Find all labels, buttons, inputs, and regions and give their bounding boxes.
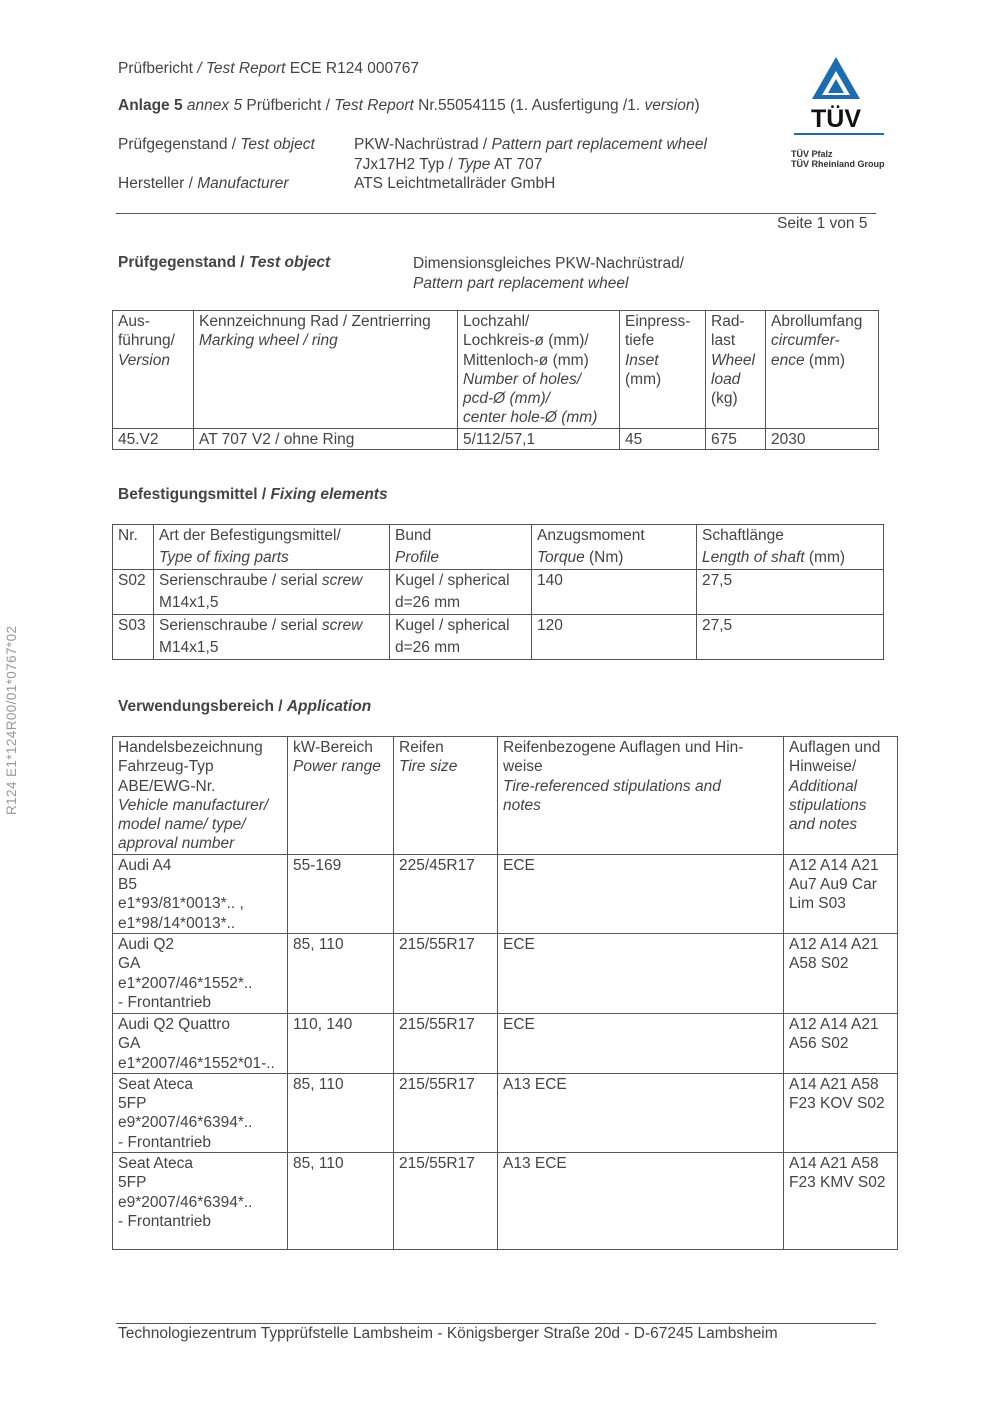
- report-annex-line: Anlage 5 annex 5 Prüfbericht / Test Report Nr.55054115 (1. Ausfertigung /1. version): [118, 97, 700, 114]
- app-power: 55-169: [288, 854, 394, 933]
- table-row: [113, 1013, 898, 1073]
- app-notes: A12 A14 A21 A58 S02: [784, 933, 898, 1013]
- fixing-type: Serienschraube / serial screw M14x1,5: [154, 570, 390, 615]
- wheel-header-marking: Kennzeichnung Rad / Zentrierring Marking wheel / ring: [194, 311, 458, 429]
- wheel-circumference: 2030: [766, 428, 879, 449]
- footer-divider: [116, 1323, 876, 1324]
- application-table-header: [113, 737, 898, 855]
- report-title: Prüfbericht / Test Report ECE R124 000767: [118, 60, 420, 77]
- app-header-tire-notes: Reifenbezogene Auflagen und Hin- weise Tire-referenced stipulations and notes: [498, 737, 784, 855]
- table-row: [113, 570, 884, 615]
- fixing-profile: Kugel / spherical d=26 mm: [390, 615, 532, 660]
- table-row: [113, 615, 884, 660]
- app-power: 85, 110: [288, 1153, 394, 1250]
- header-divider: [116, 213, 876, 214]
- fixing-table-header: [113, 525, 884, 570]
- fixing-header-shaft: Schaftlänge Length of shaft (mm): [697, 525, 884, 570]
- section-application-title: Verwendungsbereich / Application: [118, 698, 372, 715]
- footer-address: Technologiezentrum Typprüfstelle Lambsheim - Königsberger Straße 20d - D-67245 Lambsheim: [118, 1325, 778, 1342]
- app-tire-notes: A13 ECE: [498, 1153, 784, 1250]
- app-vehicle: Audi Q2 GA e1*2007/46*1552*.. - Frontantrieb: [113, 933, 288, 1013]
- table-row: [113, 933, 898, 1013]
- app-header-notes: Auflagen und Hinweise/ Additional stipulations and notes: [784, 737, 898, 855]
- fixing-shaft: 27,5: [697, 615, 884, 660]
- table-row: [113, 428, 879, 449]
- wheel-header-circumference: Abrollumfang circumfer- ence (mm): [766, 311, 879, 429]
- fixing-header-nr: Nr.: [113, 525, 154, 570]
- test-object-value: PKW-Nachrüstrad / Pattern part replacement wheel 7Jx17H2 Typ / Type AT 707 ATS Leichtmetallräder GmbH: [354, 136, 707, 192]
- wheel-table-header: [113, 311, 879, 429]
- section-fixing-title: Befestigungsmittel / Fixing elements: [118, 486, 388, 503]
- app-tire-notes: ECE: [498, 854, 784, 933]
- app-header-vehicle: Handelsbezeichnung Fahrzeug-Typ ABE/EWG-Nr. Vehicle manufacturer/ model name/ type/ approval number: [113, 737, 288, 855]
- wheel-header-version: Aus- führung/ Version: [113, 311, 194, 429]
- tuv-triangle-icon: [788, 55, 888, 135]
- tuv-sub1: TÜV Pfalz: [791, 149, 833, 159]
- app-power: 85, 110: [288, 1073, 394, 1152]
- tuv-logo: [788, 55, 888, 175]
- section-test-object-title: Prüfgegenstand / Test object: [118, 254, 331, 271]
- table-row: [113, 1153, 898, 1250]
- app-vehicle: Audi Q2 Quattro GA e1*2007/46*1552*01-..: [113, 1013, 288, 1073]
- app-notes: A12 A14 A21 Au7 Au9 Car Lim S03: [784, 854, 898, 933]
- wheel-load: 675: [706, 428, 766, 449]
- wheel-table: [112, 310, 879, 450]
- fixing-nr: S03: [113, 615, 154, 660]
- document-id-sidebar: R124 E1*124R00/01*0767*02: [4, 625, 19, 815]
- fixing-table: [112, 524, 884, 660]
- fixing-torque: 120: [532, 615, 697, 660]
- app-tire-notes: ECE: [498, 933, 784, 1013]
- test-object-label: Prüfgegenstand / Test object: [118, 136, 315, 153]
- app-vehicle: Audi A4 B5 e1*93/81*0013*.. , e1*98/14*0013*..: [113, 854, 288, 933]
- app-tire: 215/55R17: [394, 933, 498, 1013]
- app-tire: 215/55R17: [394, 1073, 498, 1152]
- wheel-holes: 5/112/57,1: [458, 428, 620, 449]
- fixing-profile: Kugel / spherical d=26 mm: [390, 570, 532, 615]
- app-notes: A12 A14 A21 A56 S02: [784, 1013, 898, 1073]
- app-header-tire: Reifen Tire size: [394, 737, 498, 855]
- app-notes: A14 A21 A58 F23 KMV S02: [784, 1153, 898, 1250]
- app-tire: 225/45R17: [394, 854, 498, 933]
- app-power: 110, 140: [288, 1013, 394, 1073]
- manufacturer-value: ATS Leichtmetallräder GmbH: [354, 175, 556, 192]
- fixing-type: Serienschraube / serial screw M14x1,5: [154, 615, 390, 660]
- app-vehicle: Seat Ateca 5FP e9*2007/46*6394*.. - Frontantrieb: [113, 1153, 288, 1250]
- app-power: 85, 110: [288, 933, 394, 1013]
- fixing-header-torque: Anzugsmoment Torque (Nm): [532, 525, 697, 570]
- app-tire-notes: A13 ECE: [498, 1073, 784, 1152]
- wheel-header-holes: Lochzahl/ Lochkreis-ø (mm)/ Mittenloch-ø (mm) Number of holes/ pcd-Ø (mm)/ center hole-Ø (mm): [458, 311, 620, 429]
- app-vehicle: Seat Ateca 5FP e9*2007/46*6394*.. - Frontantrieb: [113, 1073, 288, 1152]
- application-table: [112, 736, 898, 1250]
- app-tire-notes: ECE: [498, 1013, 784, 1073]
- wheel-header-load: Rad- last Wheel load (kg): [706, 311, 766, 429]
- wheel-header-inset: Einpress- tiefe Inset (mm): [620, 311, 706, 429]
- wheel-inset: 45: [620, 428, 706, 449]
- fixing-header-profile: Bund Profile: [390, 525, 532, 570]
- tuv-sub2: TÜV Rheinland Group: [791, 159, 885, 169]
- app-tire: 215/55R17: [394, 1013, 498, 1073]
- wheel-version: 45.V2: [113, 428, 194, 449]
- app-notes: A14 A21 A58 F23 KOV S02: [784, 1073, 898, 1152]
- manufacturer-label: Hersteller / Manufacturer: [118, 175, 289, 192]
- page-number: Seite 1 von 5: [777, 215, 868, 232]
- wheel-marking: AT 707 V2 / ohne Ring: [194, 428, 458, 449]
- fixing-shaft: 27,5: [697, 570, 884, 615]
- tuv-brand: TÜV: [811, 105, 861, 133]
- table-row: [113, 854, 898, 933]
- app-header-power: kW-Bereich Power range: [288, 737, 394, 855]
- fixing-header-type: Art der Befestigungsmittel/ Type of fixing parts: [154, 525, 390, 570]
- section-test-object-value: Dimensionsgleiches PKW-Nachrüstrad/ Pattern part replacement wheel: [413, 255, 685, 292]
- fixing-torque: 140: [532, 570, 697, 615]
- app-tire: 215/55R17: [394, 1153, 498, 1250]
- fixing-nr: S02: [113, 570, 154, 615]
- table-row: [113, 1073, 898, 1152]
